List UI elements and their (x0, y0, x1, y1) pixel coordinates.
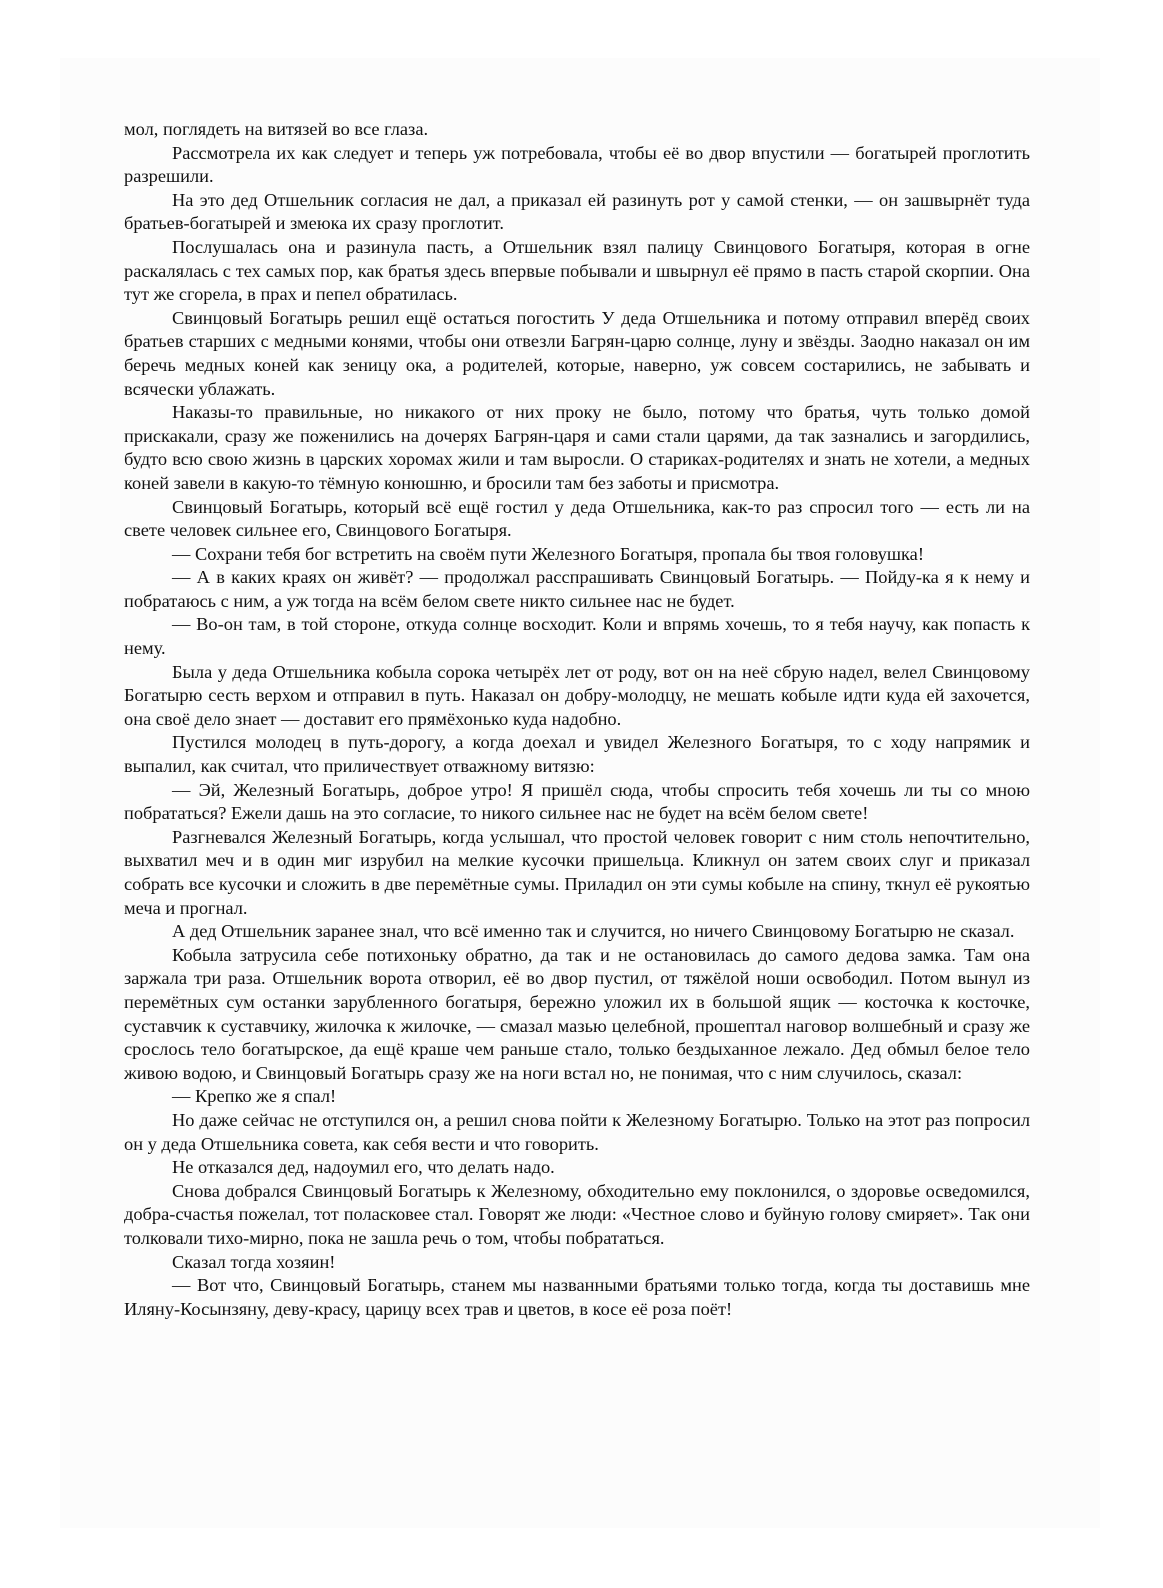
paragraph: Послушалась она и разинула пасть, а Отшельник взял палицу Свинцового Богатыря, которая в огне раскалялась с тех самых пор, как братья здесь впервые побывали и швырнул её прямо в пасть старой скорпии. Она тут же сгорела, в прах и пепел обратилась. (124, 236, 1030, 305)
paragraph: Пустился молодец в путь-дорогу, а когда доехал и увидел Железного Богатыря, то с ходу напрямик и выпалил, как считал, что приличествует отважному витязю: (124, 732, 1030, 777)
paragraph: — Эй, Железный Богатырь, доброе утро! Я пришёл сюда, чтобы спросить тебя хочешь ли ты со мною побрататься? Ежели дашь на это согласие, то никого сильнее нас не будет на всём белом свете! (124, 779, 1030, 824)
paragraph: Сказал тогда хозяин! (172, 1251, 336, 1272)
paragraph: — А в каких краях он живёт? — продолжал расспрашивать Свинцовый Богатырь. — Пойду-ка я к нему и побратаюсь с ним, а уж тогда на всём белом свете никто сильнее нас не будет. (124, 567, 1030, 611)
paragraph: Была у деда Отшельника кобыла сорока четырёх лет от роду, вот он на неё сбрую надел, велел Свинцовому Богатырю сесть верхом и отправил в путь. Наказал он добру-молодцу, не мешать кобыле идти куда ей захочется, она своё дело знает — доставит его прямёхонько куда надобно. (124, 661, 1030, 729)
paragraph: — Крепко же я спал! (172, 1086, 337, 1107)
paragraph: На это дед Отшельник согласия не дал, а приказал ей разинуть рот у самой стенки, — он зашвырнёт туда братьев-богатырей и змеюка их сразу проглотит. (124, 189, 1030, 234)
paragraph: мол, поглядеть на витязей во все глаза. (124, 119, 429, 139)
paragraph: А дед Отшельник заранее знал, что всё именно так и случится, но ничего Свинцовому Богатырю не сказал. (172, 921, 1015, 942)
paragraph: — Вот что, Свинцовый Богатырь, станем мы названными братьями только тогда, когда ты доставишь мне Иляну-Косынзяну, деву-красу, царицу всех трав и цветов, в косе её роза поёт! (124, 1275, 1030, 1319)
paragraph: Свинцовый Богатырь решил ещё остаться погостить У деда Отшельника и потому отправил вперёд своих братьев старших с медными конями, чтобы они отвезли Багрян-царю солнце, луну и звёзды. Заодно наказал он им беречь медных коней как зеницу ока, а родителей, которые, наверно, уж совсем состарились, не забывать и всячески ублажать. (124, 307, 1030, 399)
paragraph: — Во-он там, в той стороне, откуда солнце восходит. Коли и впрямь хочешь, то я тебя научу, как попасть к нему. (124, 614, 1030, 659)
paragraph: Кобыла затрусила себе потихоньку обратно, да так и не остановилась до самого дедова замка. Там она заржала три раза. Отшельник ворота отворил, её во двор пустил, от тяжёлой ноши освободил. Потом вынул из перемётных сум останки зарубленного богатыря, бережно уложил их в большой ящик — косточка к косточке, суставчик к суставчику, жилочка к жилочке, — смазал мазью целебной, прошептал наговор волшебный и сразу же срослось тело богатырское, да ещё краше чем раньше стало, только бездыханное лежало. Дед обмыл белое тело живою водою, и Свинцовый Богатырь сразу же на ноги встал но, не понимая, что с ним случилось, сказал: (124, 944, 1030, 1083)
paragraph: Свинцовый Богатырь, который всё ещё гостил у деда Отшельника, как-то раз спросил того — есть ли на свете человек сильнее его, Свинцового Богатыря. (124, 496, 1030, 541)
paragraph: — Сохрани тебя бог встретить на своём пути Железного Богатыря, пропала бы твоя головушка! (172, 543, 924, 564)
paragraph: Не отказался дед, надоумил его, что делать надо. (172, 1157, 555, 1178)
paragraph: Снова добрался Свинцовый Богатырь к Железному, обходительно ему поклонился, о здоровье осведомился, добра-счастья пожелал, тот поласковее стал. Говорят же люди: «Честное слово и буйную голову смиряет». Так они толковали тихо-мирно, пока не зашла речь о том, чтобы побрататься. (124, 1180, 1030, 1248)
paragraph: Наказы-то правильные, но никакого от них проку не было, потому что братья, чуть только домой прискакали, сразу же поженились на дочерях Багрян-царя и сами стали царями, да так зазнались и загордились, будто всю свою жизнь в царских хоромах жили и там выросли. О стариках-родителях и знать не хотели, а медных коней завели в какую-то тёмную конюшню, и бросили там без заботы и присмотра. (124, 402, 1030, 493)
paragraph: Рассмотрела их как следует и теперь уж потребовала, чтобы её во двор впустили — богатырей проглотить разрешили. (124, 142, 1030, 187)
paragraph: Но даже сейчас не отступился он, а решил снова пойти к Железному Богатырю. Только на этот раз попросил он у деда Отшельника совета, как себя вести и что говорить. (124, 1109, 1030, 1154)
paragraph: Разгневался Железный Богатырь, когда услышал, что простой человек говорит с ним столь непочтительно, выхватил меч и в один миг изрубил на мелкие кусочки пришельца. Кликнул он затем своих слуг и приказал собрать все кусочки и сложить в две перемётные сумы. Приладил он эти сумы кобыле на спину, ткнул её рукоятью меча и прогнал. (124, 826, 1030, 918)
document-body (124, 118, 1030, 1321)
